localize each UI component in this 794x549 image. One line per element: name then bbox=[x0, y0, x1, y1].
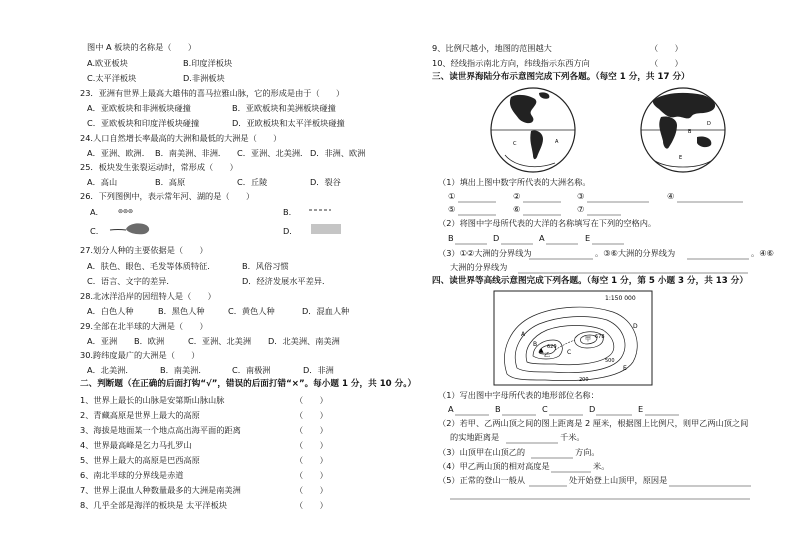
s3-q2: （2）将图中字母所代表的大洋的名称填写在下列的空格内。 bbox=[438, 218, 657, 228]
s3-q1-label-3: ③ bbox=[577, 191, 585, 201]
judge-item-3: 3、海拔是地面某一个地点高出海平面的距离 bbox=[80, 425, 241, 435]
s4-q1-label-b: B bbox=[495, 404, 501, 414]
judge-item-4: 4、世界最高峰是乞力马扎罗山 bbox=[80, 440, 192, 450]
q30-opt-b: B．南美洲． bbox=[160, 365, 207, 375]
western-hemisphere bbox=[491, 88, 575, 172]
section3-title: 三、读世界海陆分布示意图完成下列各题。（每空 1 分，共 17 分） bbox=[432, 72, 690, 82]
s4-q1: （1）写出图中字母所代表的地形部位名称： bbox=[438, 390, 599, 400]
judge-item-10: 10、经线指示南北方向，纬线指示东西方向 bbox=[432, 58, 590, 68]
q29-stem: 29.全部在北半球的大洲是（ ） bbox=[80, 321, 208, 331]
s3-q1-label-7: ⑦ bbox=[577, 204, 585, 214]
s4-q1-label-a: A bbox=[448, 404, 454, 414]
s3-q1-label-4: ④ bbox=[667, 191, 675, 201]
q25-opt-d: D．裂谷 bbox=[310, 177, 341, 187]
s4-q4b: 米。 bbox=[593, 461, 610, 471]
blank-continent-2[interactable] bbox=[523, 193, 563, 203]
s3-q1: （1）填出上图中数字所代表的大洲名称。 bbox=[438, 177, 591, 187]
blank-height[interactable] bbox=[551, 463, 593, 473]
blank-distance[interactable] bbox=[506, 434, 560, 444]
s4-q3b: 方向。 bbox=[575, 447, 600, 457]
blank-ocean-d[interactable] bbox=[501, 235, 535, 245]
q26-sym-d bbox=[310, 222, 342, 236]
s3-q2-label-e: E bbox=[585, 233, 591, 243]
blank-continent-7[interactable] bbox=[587, 206, 623, 216]
blank-ocean-a[interactable] bbox=[546, 235, 580, 245]
s4-q5b: 处开始登上山顶甲，原因是 bbox=[569, 475, 668, 485]
s4-q1-label-c: C bbox=[542, 404, 548, 414]
q24-opt-b: B．南美洲、非洲． bbox=[155, 148, 227, 158]
q27-opt-d: D．经济发展水平差异． bbox=[242, 276, 331, 286]
q23-opt-a: A．亚欧板块和非洲板块碰撞 bbox=[87, 103, 191, 113]
q29-opt-a: A．亚洲 bbox=[87, 336, 118, 346]
q23-opt-d: D．亚欧板块和太平洋板块碰撞 bbox=[232, 118, 345, 128]
q29-opt-c: C．亚洲、北美洲 bbox=[188, 336, 252, 346]
judge-item-5: 5、世界上最大的高原是巴西高原 bbox=[80, 455, 200, 465]
s4-q5a: （5）正常的登山一般从 bbox=[438, 475, 526, 485]
q25-opt-c: C．丘陵 bbox=[237, 177, 268, 187]
q26-opt-b: B. bbox=[283, 207, 292, 217]
map-label-500: 500 bbox=[605, 358, 615, 364]
q24-opt-c: C．亚洲、北美洲． bbox=[237, 148, 309, 158]
q23-opt-c: C．亚欧板块和印度洋板块碰撞 bbox=[87, 118, 200, 128]
q30-stem: 30.跨纬度最广的大洲是（ ） bbox=[80, 350, 200, 360]
blank-boundary-12[interactable] bbox=[529, 250, 595, 260]
map-label-b: B bbox=[533, 341, 538, 348]
s3-q3a: （3）①②大洲的分界线为 bbox=[438, 248, 532, 258]
blank-terrain-d[interactable] bbox=[596, 406, 634, 416]
q23-stem: 23．亚洲有世界上最高大雄伟的喜马拉雅山脉，它的形成是由于（ ） bbox=[80, 88, 345, 98]
map-label-a: A bbox=[521, 331, 526, 338]
q30-opt-d: D．非洲 bbox=[303, 365, 334, 375]
map-label-yi: 乙 bbox=[544, 352, 551, 359]
section4-title: 四、读世界等高线示意图完成下列各题。（每空 1 分，第 5 小题 3 分，共 13 分） bbox=[432, 276, 748, 286]
svg-text:A: A bbox=[555, 139, 559, 145]
eastern-hemisphere bbox=[641, 88, 725, 172]
q27-opt-b: B．风俗习惯 bbox=[242, 261, 289, 271]
s3-q3b: 。③⑥大洲的分界线为 bbox=[595, 248, 676, 258]
blank-continent-4[interactable] bbox=[677, 193, 745, 203]
map-label-c: C bbox=[567, 349, 572, 356]
blank-ocean-b[interactable] bbox=[455, 235, 489, 245]
q25-stem: 25．板块发生张裂运动时，常形成（ ） bbox=[80, 162, 238, 172]
s4-q2c: 千米。 bbox=[560, 432, 585, 442]
judge-answer-3[interactable]: （ ） bbox=[295, 425, 328, 435]
map-label-200: 200 bbox=[579, 377, 589, 383]
judge-answer-8[interactable]: （ ） bbox=[295, 500, 328, 510]
q29-opt-b: B．欧洲 bbox=[134, 336, 165, 346]
judge-answer-1[interactable]: （ ） bbox=[295, 395, 328, 405]
blank-direction[interactable] bbox=[531, 449, 575, 459]
q28-stem: 28.北冰洋沿岸的因纽特人是（ ） bbox=[80, 291, 216, 301]
blank-boundary-46[interactable] bbox=[518, 264, 750, 274]
map-label-e: E bbox=[623, 365, 627, 372]
q26-sym-b bbox=[308, 206, 332, 214]
s4-q1-label-e: E bbox=[638, 404, 644, 414]
q22-opt-d: D.非洲板块 bbox=[183, 73, 225, 83]
blank-reason-1[interactable] bbox=[669, 477, 753, 487]
blank-continent-3[interactable] bbox=[587, 193, 651, 203]
svg-text:C: C bbox=[513, 141, 517, 147]
judge-item-9: 9、比例尺越小，地图的范围越大 bbox=[432, 43, 552, 53]
blank-start[interactable] bbox=[529, 477, 569, 487]
q22-opt-a: A.欧亚板块 bbox=[87, 58, 128, 68]
judge-answer-4[interactable]: （ ） bbox=[295, 440, 328, 450]
judge-item-1: 1、世界上最长的山脉是安第斯山脉山脉 bbox=[80, 395, 225, 405]
map-scale: 1:150 000 bbox=[605, 295, 636, 302]
q26-opt-d: D. bbox=[283, 226, 292, 236]
s3-q1-label-5: ⑤ bbox=[448, 204, 456, 214]
blank-ocean-e[interactable] bbox=[592, 235, 626, 245]
s4-q1-label-d: D bbox=[589, 404, 596, 414]
q24-opt-a: A．亚洲、欧洲． bbox=[87, 148, 150, 158]
q28-opt-a: A．白色人种 bbox=[87, 306, 134, 316]
map-label-678: 678 bbox=[595, 334, 605, 340]
q22-opt-b: B.印度洋板块 bbox=[183, 58, 233, 68]
section2-title: 二、判断题（在正确的后面打钩“√”，错误的后面打错“×”。每小题 1 分，共 10 分。） bbox=[80, 379, 417, 389]
q28-opt-b: B．黑色人种 bbox=[158, 306, 205, 316]
s3-q2-label-a: A bbox=[539, 233, 545, 243]
svg-text:D: D bbox=[707, 121, 711, 127]
blank-continent-5[interactable] bbox=[458, 206, 498, 216]
q30-opt-c: C．南极洲 bbox=[232, 365, 271, 375]
blank-continent-6[interactable] bbox=[523, 206, 563, 216]
map-label-d: D bbox=[633, 323, 638, 330]
s4-q4a: （4）甲乙两山顶的相对高度是 bbox=[438, 461, 550, 471]
judge-answer-2[interactable]: （ ） bbox=[295, 410, 328, 420]
q26-sym-a: ⊚⊚⊚ bbox=[118, 208, 134, 215]
blank-terrain-e[interactable] bbox=[645, 406, 681, 416]
judge-item-8: 8、几乎全部是海洋的板块是 太平洋板块 bbox=[80, 500, 227, 510]
q24-stem: 24.人口自然增长率最高的大洲和最低的大洲是（ ） bbox=[80, 133, 282, 143]
blank-terrain-b[interactable] bbox=[502, 406, 538, 416]
q24-opt-d: D．非洲、欧洲 bbox=[310, 148, 366, 158]
q26-sym-c bbox=[108, 220, 166, 236]
svg-text:▲: ▲ bbox=[539, 347, 544, 354]
s3-q3d: 大洲的分界线为 bbox=[450, 262, 508, 272]
q25-opt-b: B．高原 bbox=[155, 177, 186, 187]
q26-opt-c: C. bbox=[90, 226, 99, 236]
judge-answer-5[interactable]: （ ） bbox=[295, 455, 328, 465]
blank-continent-1[interactable] bbox=[458, 193, 498, 203]
blank-boundary-36[interactable] bbox=[687, 250, 751, 260]
q28-opt-d: D．混血人种 bbox=[302, 306, 350, 316]
q30-opt-a: A．北美洲． bbox=[87, 365, 134, 375]
s3-q1-label-2: ② bbox=[513, 191, 521, 201]
svg-text:B: B bbox=[688, 129, 692, 135]
judge-item-7: 7、世界上混血人种数量最多的大洲是南美洲 bbox=[80, 485, 241, 495]
q27-opt-c: C．语言、文字的差异． bbox=[87, 276, 175, 286]
svg-text:E: E bbox=[679, 155, 683, 161]
judge-answer-6[interactable]: （ ） bbox=[295, 470, 328, 480]
judge-answer-10[interactable]: （ ） bbox=[650, 58, 683, 68]
q23-opt-b: B．亚欧板块和美洲板块碰撞 bbox=[232, 103, 336, 113]
q28-opt-c: C．黄色人种 bbox=[228, 306, 275, 316]
q27-opt-a: A．肤色、眼色、毛发等体质特征． bbox=[87, 261, 216, 271]
map-label-jia: 甲 bbox=[585, 336, 592, 343]
q22-stem: 图中 A 板块的名称是（ ） bbox=[87, 42, 197, 52]
blank-terrain-a[interactable] bbox=[455, 406, 491, 416]
q22-opt-c: C.太平洋板块 bbox=[87, 73, 137, 83]
s3-q1-label-6: ⑥ bbox=[513, 204, 521, 214]
right-column bbox=[405, 0, 794, 549]
q26-stem: 26．下列图例中，表示常年河、湖的是（ ） bbox=[80, 191, 255, 201]
judge-item-2: 2、青藏高原是世界上最大的高原 bbox=[80, 410, 200, 420]
world-map-figure bbox=[483, 85, 731, 175]
q29-opt-d: D．北美洲、南美洲 bbox=[268, 336, 340, 346]
s4-q3a: （3）山顶甲在山顶乙的 bbox=[438, 447, 526, 457]
contour-map-figure bbox=[493, 290, 653, 386]
q27-stem: 27.划分人种的主要依据是（ ） bbox=[80, 245, 208, 255]
judge-item-6: 6、南北半球的分界线是赤道 bbox=[80, 470, 184, 480]
judge-answer-7[interactable]: （ ） bbox=[295, 485, 328, 495]
q26-opt-a: A. bbox=[90, 207, 99, 217]
q25-opt-a: A．高山 bbox=[87, 177, 118, 187]
map-label-620: 620 bbox=[547, 344, 557, 350]
s4-q2b: 的实地距离是 bbox=[450, 432, 500, 442]
s3-q3c: 。④⑥ bbox=[751, 248, 774, 258]
blank-reason-2[interactable] bbox=[450, 490, 755, 500]
s3-q1-label-1: ① bbox=[448, 191, 456, 201]
judge-answer-9[interactable]: （ ） bbox=[650, 43, 683, 53]
s4-q2a: （2）若甲、乙两山顶之间的图上距离是 2 厘米，根据图上比例尺，则甲乙两山顶之间 bbox=[438, 418, 749, 428]
blank-terrain-c[interactable] bbox=[549, 406, 585, 416]
s3-q2-label-d: D bbox=[493, 233, 500, 243]
s3-q2-label-b: B bbox=[448, 233, 454, 243]
